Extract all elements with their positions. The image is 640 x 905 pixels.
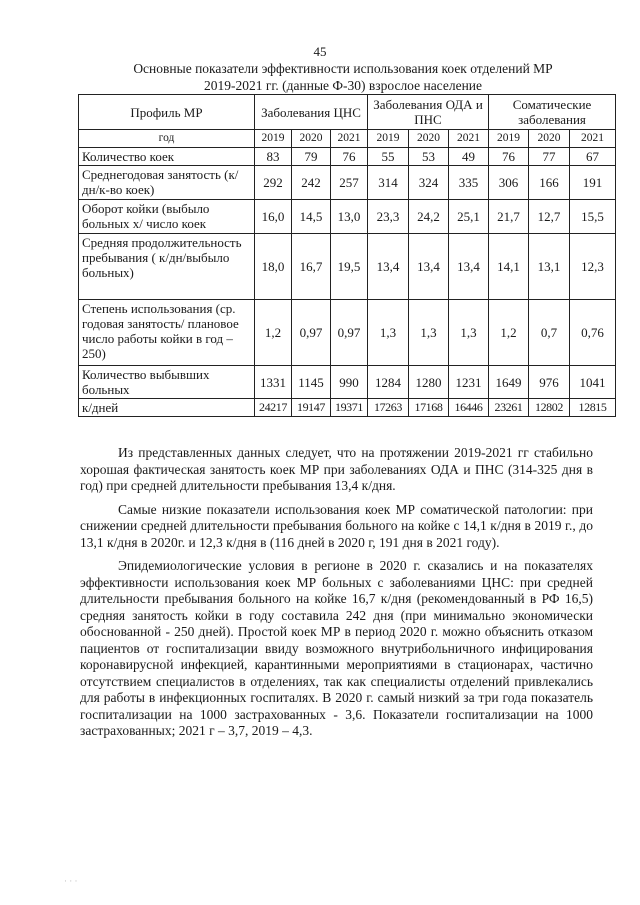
table-row [79, 166, 616, 200]
table-cell: 13,4 [449, 234, 489, 300]
table-cell: 242 [292, 166, 331, 200]
table-title-line-1: Основные показатели эффективности использования коек отделений МР [133, 61, 553, 76]
year-header: 2021 [449, 130, 489, 148]
table-cell: 292 [255, 166, 292, 200]
row-label: Средняя продолжительность пребывания ( к/дн/выбыло больных) [79, 234, 255, 300]
table-cell: 12802 [529, 399, 570, 417]
table-row [79, 366, 616, 399]
row-label: Степень использования (ср. годовая занятость/ плановое число работы койки в год – 250) [79, 300, 255, 366]
table-cell: 76 [331, 148, 368, 166]
year-header: 2019 [368, 130, 409, 148]
table-cell: 53 [409, 148, 449, 166]
row-label: Оборот койки (выбыло больных х/ число коек [79, 200, 255, 234]
table-cell: 24,2 [409, 200, 449, 234]
page-number: 45 [313, 44, 327, 59]
table-cell: 25,1 [449, 200, 489, 234]
table-cell: 16,0 [255, 200, 292, 234]
table-cell: 16446 [449, 399, 489, 417]
table-cell: 1,3 [449, 300, 489, 366]
paragraph: Самые низкие показатели использования коек МР соматической патологии: при снижении средней длительности пребывания больного на койке с 14,1 к/дня в 2019 г., до 13,1 к/дня в 2020г. и 12,3 к/дня в (116 дней в 2020 г, 191 дня в 2021 году). [80, 501, 593, 550]
table-cell: 12815 [570, 399, 616, 417]
table-cell: 0,97 [331, 300, 368, 366]
table-cell: 17168 [409, 399, 449, 417]
table-cell: 13,0 [331, 200, 368, 234]
table-row [79, 234, 616, 300]
table-cell: 990 [331, 366, 368, 399]
table-cell: 306 [489, 166, 529, 200]
table-cell: 23261 [489, 399, 529, 417]
table-row [79, 300, 616, 366]
year-header: 2021 [570, 130, 616, 148]
table-cell: 1649 [489, 366, 529, 399]
table-cell: 1284 [368, 366, 409, 399]
table-cell: 0,76 [570, 300, 616, 366]
table-cell: 14,1 [489, 234, 529, 300]
year-header: 2020 [292, 130, 331, 148]
table-cell: 1280 [409, 366, 449, 399]
year-header: 2021 [331, 130, 368, 148]
table-cell: 67 [570, 148, 616, 166]
table-cell: 1,2 [255, 300, 292, 366]
row-label: Среднегодовая занятость (к/дн/к-во коек) [79, 166, 255, 200]
table-cell: 0,97 [292, 300, 331, 366]
profile-header: Профиль МР [79, 95, 255, 130]
table-cell: 19,5 [331, 234, 368, 300]
table-cell: 1231 [449, 366, 489, 399]
table-row [79, 399, 616, 417]
table-cell: 314 [368, 166, 409, 200]
table-cell: 79 [292, 148, 331, 166]
table-cell: 16,7 [292, 234, 331, 300]
table-cell: 13,4 [409, 234, 449, 300]
year-header: 2020 [529, 130, 570, 148]
table-cell: 18,0 [255, 234, 292, 300]
table-cell: 191 [570, 166, 616, 200]
group-header-somatic: Соматические заболевания [489, 95, 616, 130]
paragraph: Эпидемиологические условия в регионе в 2020 г. сказались и на показателях эффективности использования коек МР больных с заболеваниями ЦНС: при средней длительности пребывания больного на койке 16,7 к/дня (рекомендованный в РФ 16,5) средняя занятость койки в году составила 242 дня (при минимально экономически обоснованной - 250 дней). Простой коек МР в период 2020 г. можно объяснить отказом пациентов от госпитализации ввиду возможного внутрибольничного инфицирования коронавирусной инфекцией, карантинными мероприятиями в стационарах, частично отсутствием специалистов в отделениях, так как специалисты отделений привлекались для работы в инфекционных госпиталях. В 2020 г. самый низкий за три года показатель госпитализации на 1000 застрахованных - 3,6. Показатели госпитализации на 1000 застрахованных; 2021 г – 3,7, 2019 – 4,3. [80, 558, 593, 738]
table-cell: 19147 [292, 399, 331, 417]
table-cell: 14,5 [292, 200, 331, 234]
table-cell: 0,7 [529, 300, 570, 366]
table-cell: 166 [529, 166, 570, 200]
table-cell: 1,3 [368, 300, 409, 366]
scan-specks: · · · [64, 876, 78, 886]
table-cell: 13,4 [368, 234, 409, 300]
body-text [80, 445, 593, 747]
row-label: Количество выбывших больных [79, 366, 255, 399]
table-cell: 77 [529, 148, 570, 166]
table-cell: 49 [449, 148, 489, 166]
table-cell: 1331 [255, 366, 292, 399]
year-row-label: год [79, 130, 255, 148]
table-cell: 976 [529, 366, 570, 399]
table-row [79, 148, 616, 166]
row-label: к/дней [79, 399, 255, 417]
table-cell: 19371 [331, 399, 368, 417]
table-cell: 83 [255, 148, 292, 166]
group-header-cns: Заболевания ЦНС [255, 95, 368, 130]
table-title-line-2: 2019-2021 гг. (данные Ф-30) взрослое население [203, 78, 483, 93]
table-body [79, 148, 616, 417]
table-cell: 324 [409, 166, 449, 200]
table-cell: 21,7 [489, 200, 529, 234]
bed-efficiency-table [78, 94, 616, 417]
year-header: 2019 [255, 130, 292, 148]
group-header-oda-pns: Заболевания ОДА и ПНС [368, 95, 489, 130]
table-title [78, 60, 608, 94]
table-cell: 17263 [368, 399, 409, 417]
table-cell: 55 [368, 148, 409, 166]
table-cell: 1145 [292, 366, 331, 399]
table-cell: 335 [449, 166, 489, 200]
paragraph: Из представленных данных следует, что на протяжении 2019-2021 гг стабильно хорошая фактическая занятость коек МР при заболеваниях ОДА и ПНС (314-325 дня в год) при средней длительности пребывания 13,4 к/дня. [80, 445, 593, 493]
year-header: 2020 [409, 130, 449, 148]
table-cell: 23,3 [368, 200, 409, 234]
table-cell: 76 [489, 148, 529, 166]
table-cell: 24217 [255, 399, 292, 417]
row-label: Количество коек [79, 148, 255, 166]
table-cell: 257 [331, 166, 368, 200]
table-cell: 1,2 [489, 300, 529, 366]
table-row [79, 200, 616, 234]
table-cell: 1041 [570, 366, 616, 399]
table-cell: 1,3 [409, 300, 449, 366]
year-header: 2019 [489, 130, 529, 148]
table-cell: 12,7 [529, 200, 570, 234]
table-cell: 15,5 [570, 200, 616, 234]
table-cell: 12,3 [570, 234, 616, 300]
table-cell: 13,1 [529, 234, 570, 300]
